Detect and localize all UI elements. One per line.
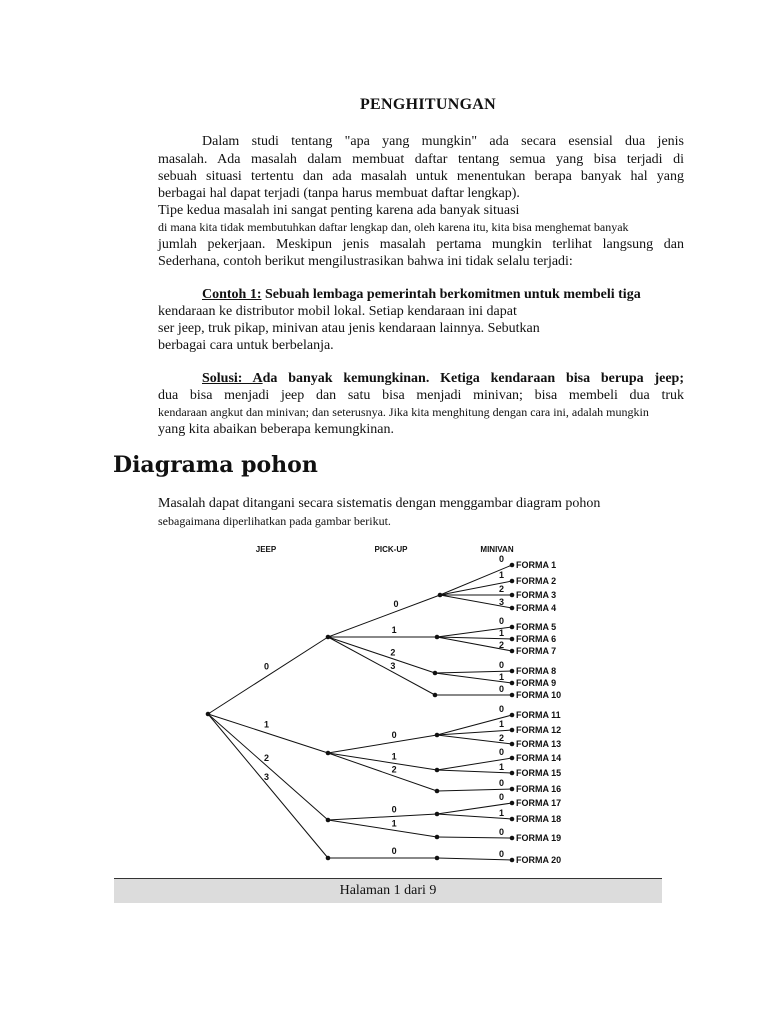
branch-pickup-0-3 <box>328 637 435 695</box>
pickup-node-4 <box>435 733 440 738</box>
solution-label: Solusi: A <box>202 371 263 386</box>
leaf-node-4 <box>510 625 515 630</box>
intro-line-6: di mana kita tidak membutuhkan daftar lengkap dan, oleh karena itu, kita bisa menghemat banyak <box>158 220 629 234</box>
leaf-label-9: FORMA 10 <box>516 690 562 700</box>
label-jeep-1: 1 <box>264 719 270 730</box>
label-minivan-13: 0 <box>498 747 504 757</box>
pickup-node-1 <box>435 635 440 640</box>
leaf-label-7: FORMA 8 <box>516 666 557 676</box>
leaf-node-13 <box>510 756 515 761</box>
jeep-node-0 <box>326 635 331 640</box>
label-minivan-1: 1 <box>498 570 504 580</box>
label-minivan-15: 0 <box>498 778 504 788</box>
leaf-node-3 <box>510 606 515 611</box>
solution-line-2: dua bisa menjadi jeep dan satu bisa menjadi minivan; bisa membeli dua truk <box>158 388 684 403</box>
label-pickup-3-0: 0 <box>391 846 397 856</box>
label-minivan-9: 0 <box>498 684 504 694</box>
branch-jeep-0 <box>208 637 328 714</box>
section-line-2: sebagaimana diperlihatkan pada gambar berikut. <box>158 514 391 528</box>
leaf-node-1 <box>510 579 515 584</box>
intro-line-2: masalah. Ada masalah dalam membuat daftar tentang semua yang bisa terjadi di <box>158 152 684 167</box>
solution-text: da banyak kemungkinan. Ketiga kendaraan bisa berupa jeep; <box>262 371 684 386</box>
leaf-label-1: FORMA 2 <box>516 576 557 586</box>
label-pickup-2-0: 0 <box>391 804 397 815</box>
solution-line-4: yang kita abaikan beberapa kemungkinan. <box>158 422 394 437</box>
intro-line-4: berbagai hal dapat terjadi (tanpa harus membuat daftar lengkap). <box>158 186 520 201</box>
branch-jeep-3 <box>208 714 328 858</box>
pickup-node-5 <box>435 768 440 773</box>
label-pickup-0-2: 2 <box>390 647 396 658</box>
example-line-4: berbagai cara untuk berbelanja. <box>158 338 334 353</box>
branch-minivan-18 <box>437 837 512 838</box>
branch-pickup-2-0 <box>328 814 437 820</box>
leaf-label-11: FORMA 12 <box>516 725 562 735</box>
jeep-node-2 <box>326 818 331 823</box>
label-pickup-0-1: 1 <box>391 625 397 635</box>
leaf-node-5 <box>510 637 515 642</box>
leaf-label-3: FORMA 4 <box>516 603 557 613</box>
branch-minivan-15 <box>437 789 512 791</box>
intro-line-7: jumlah pekerjaan. Meskipun jenis masalah pertama mungkin terlihat langsung dan <box>158 237 684 252</box>
label-minivan-10: 0 <box>498 704 504 714</box>
leaf-node-8 <box>510 681 515 686</box>
intro-line-8: Sederhana, contoh berikut mengilustrasikan bahwa ini tidak selalu terjadi: <box>158 254 573 269</box>
label-pickup-2-1: 1 <box>391 818 397 829</box>
pickup-node-3 <box>433 693 438 698</box>
label-minivan-7: 0 <box>498 660 504 670</box>
label-pickup-1-2: 2 <box>391 764 397 775</box>
label-pickup-0-0: 0 <box>393 598 399 609</box>
intro-line-1: Dalam studi tentang "apa yang mungkin" ada secara esensial dua jenis <box>202 134 684 149</box>
label-minivan-16: 0 <box>498 792 504 802</box>
section-heading: Diagrama pohon <box>113 452 318 478</box>
label-minivan-17: 1 <box>498 808 504 818</box>
label-minivan-0: 0 <box>498 554 504 564</box>
section-line-1: Masalah dapat ditangani secara sistematis dengan menggambar diagram pohon <box>158 496 601 511</box>
label-minivan-8: 1 <box>498 672 504 682</box>
leaf-node-14 <box>510 771 515 776</box>
solution-line-3: kendaraan angkut dan minivan; dan seterusnya. Jika kita menghitung dengan cara ini, adalah mungkin <box>158 405 649 419</box>
leaf-label-14: FORMA 15 <box>516 768 562 778</box>
leaf-label-5: FORMA 6 <box>516 634 557 644</box>
branch-pickup-1-1 <box>328 753 437 770</box>
example-line-3: ser jeep, truk pikap, minivan atau jenis kendaraan lainnya. Sebutkan <box>158 321 540 336</box>
leaf-label-2: FORMA 3 <box>516 590 557 600</box>
label-minivan-11: 1 <box>498 719 504 729</box>
header-pickup: PICK-UP <box>374 545 408 554</box>
pickup-node-7 <box>435 812 440 817</box>
pickup-node-9 <box>435 856 440 861</box>
label-pickup-1-1: 1 <box>391 751 397 762</box>
label-jeep-2: 2 <box>264 753 270 763</box>
leaf-label-0: FORMA 1 <box>516 560 557 570</box>
leaf-label-6: FORMA 7 <box>516 646 557 656</box>
intro-line-5: Tipe kedua masalah ini sangat penting karena ada banyak situasi <box>158 203 520 218</box>
label-pickup-1-0: 0 <box>391 729 397 740</box>
leaf-label-18: FORMA 19 <box>516 833 562 843</box>
branch-pickup-1-0 <box>328 735 437 753</box>
leaf-node-7 <box>510 669 515 674</box>
label-minivan-6: 2 <box>498 640 504 650</box>
label-jeep-0: 0 <box>264 661 270 672</box>
label-minivan-12: 2 <box>498 733 504 743</box>
leaf-node-17 <box>510 817 515 822</box>
label-minivan-4: 0 <box>498 616 504 626</box>
example-line-2: kendaraan ke distributor mobil lokal. Setiap kendaraan ini dapat <box>158 304 517 319</box>
branch-pickup-2-1 <box>328 820 437 837</box>
branch-pickup-1-2 <box>328 753 437 791</box>
leaf-node-11 <box>510 728 515 733</box>
leaf-label-15: FORMA 16 <box>516 784 562 794</box>
header-minivan: MINIVAN <box>480 545 514 554</box>
label-minivan-14: 1 <box>498 762 504 772</box>
leaf-node-15 <box>510 787 515 792</box>
label-minivan-3: 3 <box>498 597 504 607</box>
leaf-node-6 <box>510 649 515 654</box>
branch-pickup-0-0 <box>328 595 440 637</box>
page-title: PENGHITUNGAN <box>359 96 497 113</box>
label-minivan-2: 2 <box>498 584 504 594</box>
leaf-node-0 <box>510 563 515 568</box>
leaf-label-4: FORMA 5 <box>516 622 557 632</box>
leaf-node-19 <box>510 858 515 863</box>
branch-pickup-0-2 <box>328 637 435 673</box>
jeep-node-1 <box>326 751 331 756</box>
page-footer: Halaman 1 dari 9 <box>114 878 662 903</box>
leaf-node-2 <box>510 593 515 598</box>
pickup-node-8 <box>435 835 440 840</box>
jeep-node-3 <box>326 856 331 861</box>
label-minivan-5: 1 <box>498 628 504 638</box>
leaf-node-9 <box>510 693 515 698</box>
branch-jeep-2 <box>208 714 328 820</box>
pickup-node-2 <box>433 671 438 676</box>
pickup-node-6 <box>435 789 440 794</box>
root-node <box>206 712 211 717</box>
leaf-label-19: FORMA 20 <box>516 855 562 865</box>
leaf-label-16: FORMA 17 <box>516 798 562 808</box>
leaf-label-10: FORMA 11 <box>516 710 561 720</box>
leaf-label-8: FORMA 9 <box>516 678 557 688</box>
label-jeep-3: 3 <box>264 772 270 782</box>
label-minivan-19: 0 <box>498 849 504 859</box>
pickup-node-0 <box>438 593 443 598</box>
leaf-label-12: FORMA 13 <box>516 739 562 749</box>
leaf-node-16 <box>510 801 515 806</box>
intro-line-3: sebuah situasi tertentu dan ada masalah untuk menentukan berapa banyak hal yang <box>158 169 684 184</box>
example-label: Contoh 1: <box>202 287 262 302</box>
leaf-node-18 <box>510 836 515 841</box>
header-jeep: JEEP <box>255 545 277 554</box>
leaf-node-12 <box>510 742 515 747</box>
label-pickup-0-3: 3 <box>390 660 396 671</box>
leaf-node-10 <box>510 713 515 718</box>
leaf-label-13: FORMA 14 <box>516 753 562 763</box>
leaf-label-17: FORMA 18 <box>516 814 562 824</box>
label-minivan-18: 0 <box>498 827 504 837</box>
example-text: Sebuah lembaga pemerintah berkomitmen untuk membeli tiga <box>261 287 641 302</box>
